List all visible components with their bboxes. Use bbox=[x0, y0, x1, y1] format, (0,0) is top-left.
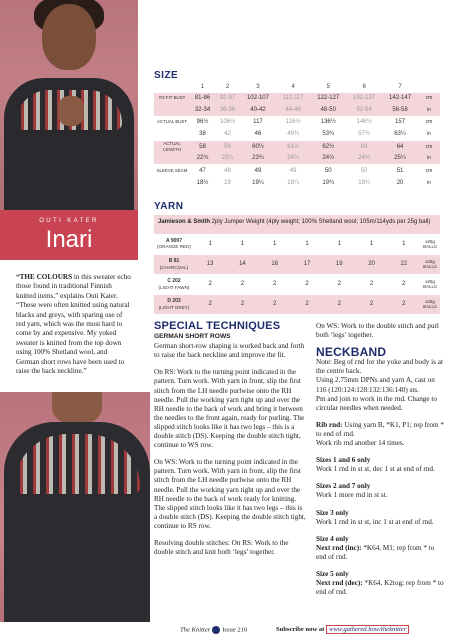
size-cell: 42 bbox=[224, 130, 231, 137]
rib-text: Using yarn B, *K1, P1; rep from * to end of rnd. bbox=[316, 420, 444, 438]
size-cell: 44-46 bbox=[276, 104, 310, 116]
size-cell: 22¾ bbox=[190, 153, 215, 165]
size-col: 1 bbox=[200, 83, 205, 90]
yarn-cell: 2 bbox=[323, 294, 355, 314]
yarn-unit: x25g BALLS bbox=[420, 294, 440, 314]
size-cell: 23¾ bbox=[240, 153, 276, 165]
size-cell: 40-42 bbox=[240, 104, 276, 116]
size-instruction-title: Sizes 1 and 6 only bbox=[316, 456, 371, 465]
size-cell: 19 bbox=[224, 179, 231, 186]
size-unit: in bbox=[418, 153, 440, 165]
techniques-heading: SPECIAL TECHNIQUES bbox=[154, 320, 281, 332]
subscribe-text: Subscribe now at bbox=[276, 626, 327, 633]
yarn-cell: 1 bbox=[388, 234, 420, 254]
neckband-heading: NECKBAND bbox=[316, 345, 387, 360]
size-heading: SIZE bbox=[154, 70, 179, 81]
size-cell: 23¼ bbox=[215, 153, 240, 165]
size-row-label bbox=[154, 104, 190, 116]
yarn-cell: 2 bbox=[259, 274, 291, 294]
size-cell: 122-127 bbox=[310, 92, 346, 104]
size-cell: 47 bbox=[190, 165, 215, 177]
size-instruction: Work 1 more rnd in st st. bbox=[316, 491, 388, 500]
yarn-cell: 2 bbox=[291, 274, 323, 294]
rib-label: Rib rnd: bbox=[316, 420, 343, 429]
size-instruction-title: Size 5 only bbox=[316, 569, 349, 578]
size-unit: cm bbox=[418, 116, 440, 128]
yarn-unit: x25g BALLS bbox=[420, 274, 440, 294]
size-unit: cm bbox=[418, 165, 440, 177]
yarn-table bbox=[154, 234, 440, 315]
size-cell: 46 bbox=[254, 130, 262, 137]
size-row bbox=[154, 140, 440, 153]
yarn-cell: 2 bbox=[194, 274, 226, 294]
techniques-paragraph: German short-row shaping is worked back and forth to raise the back neckline and improve the fit. bbox=[154, 342, 305, 360]
size-cell: 53¾ bbox=[322, 130, 335, 137]
yarn-cell: 2 bbox=[355, 274, 387, 294]
pattern-title: Inari bbox=[45, 226, 93, 253]
yarn-heading: YARN bbox=[154, 201, 184, 212]
yarn-cell: 1 bbox=[259, 234, 291, 254]
yarn-row bbox=[154, 254, 440, 274]
rib-more: Work rib rnd another 14 times. bbox=[316, 439, 405, 448]
size-row-label: ACTUAL LENGTH bbox=[154, 140, 190, 153]
yarn-cell: 1 bbox=[355, 234, 387, 254]
size-instruction: Work 1 rnd in st st, dec 1 st at end of rnd. bbox=[316, 465, 435, 474]
neckband-join: Pm and join to work in the rnd. Change to circular needles when needed. bbox=[316, 394, 437, 412]
size-cell: 36-38 bbox=[215, 104, 240, 116]
size-cell: 24½ bbox=[310, 153, 346, 165]
size-cell: 117 bbox=[240, 116, 276, 128]
size-cell: 60½ bbox=[240, 140, 276, 153]
magazine-name: The Knitter bbox=[180, 626, 211, 634]
designer-name: OUTI KATER bbox=[39, 218, 99, 224]
size-instruction: *K64, K2tog; rep from * to end of rnd. bbox=[316, 579, 444, 597]
title-block bbox=[0, 210, 138, 260]
size-table bbox=[154, 82, 440, 189]
intro-body: in this sweater echo those found in traditional Finnish knitted items,” explains Outi Kater. “These were often knitted using natural blacks and greys, with sparing use of red yarn, which was the most hard to come by and expensive. My yoked sweater is knitted from the top down using 100% Shetland wool, and German short rows have been used to raise the back neckline.” bbox=[16, 273, 131, 376]
yarn-colour: (ORANGE RED) bbox=[157, 244, 191, 250]
size-unit: in bbox=[427, 179, 431, 186]
size-unit: cm bbox=[418, 92, 440, 104]
intro-lead: “THE COLOURS bbox=[16, 273, 73, 281]
size-instruction-title: Size 4 only bbox=[316, 534, 349, 543]
size-cell: 19¾ bbox=[358, 179, 370, 186]
footer-issue bbox=[180, 626, 247, 634]
size-cell: 24¼ bbox=[276, 153, 310, 165]
yarn-cell: 1 bbox=[291, 234, 323, 254]
size-cell: 81-86 bbox=[190, 92, 215, 104]
size-row-label: SLEEVE SEAM bbox=[154, 165, 190, 177]
size-instruction: *K64, M1; rep from * to end of rnd. bbox=[316, 543, 435, 561]
size-cell: 92-97 bbox=[215, 92, 240, 104]
yarn-cell: 19 bbox=[323, 254, 355, 274]
size-instruction-label: Next rnd (dec): bbox=[316, 579, 363, 588]
yarn-cell: 20 bbox=[355, 254, 387, 274]
size-cell: 32-34 bbox=[190, 104, 215, 116]
size-row-label: TO FIT BUST bbox=[154, 92, 190, 104]
yarn-details: 2ply Jumper Weight (4ply weight; 100% Shetland wool; 105m/114yds per 25g ball) bbox=[210, 219, 431, 225]
yarn-cell: 17 bbox=[291, 254, 323, 274]
size-row-label bbox=[154, 177, 190, 189]
yarn-cell: 2 bbox=[388, 294, 420, 314]
yarn-cell: 2 bbox=[291, 294, 323, 314]
size-cell: 106½ bbox=[215, 116, 240, 128]
size-cell: 157 bbox=[382, 116, 418, 128]
size-instruction-title: Size 3 only bbox=[316, 508, 349, 517]
techniques-subheading: GERMAN SHORT ROWS bbox=[154, 333, 231, 341]
yarn-cell: 2 bbox=[355, 294, 387, 314]
yarn-brand: Jamieson & Smith bbox=[158, 219, 211, 225]
model-photo-bottom bbox=[0, 392, 150, 622]
yarn-code: A 9097 bbox=[166, 237, 182, 244]
size-col: 3 bbox=[256, 83, 260, 90]
footer-subscribe bbox=[276, 626, 409, 633]
size-cell: 59 bbox=[215, 140, 240, 153]
size-cell: 19¼ bbox=[287, 179, 299, 186]
yarn-colour-label bbox=[154, 234, 194, 254]
yarn-unit: x25g BALLS bbox=[420, 254, 440, 274]
size-cell: 61½ bbox=[276, 140, 310, 153]
neckband-note: Note: Beg of rnd for the yoke and body is at the centre back. bbox=[316, 358, 443, 376]
size-row-label bbox=[154, 153, 190, 165]
size-unit: in bbox=[418, 104, 440, 116]
size-cell: 126½ bbox=[276, 116, 310, 128]
size-row bbox=[154, 165, 440, 177]
size-cell: 63 bbox=[346, 140, 382, 153]
size-cell: 57¾ bbox=[358, 130, 370, 137]
size-row bbox=[154, 92, 440, 104]
size-cell: 49¾ bbox=[287, 130, 299, 137]
yarn-cell: 16 bbox=[259, 254, 291, 274]
yarn-cell: 2 bbox=[194, 294, 226, 314]
yarn-cell: 2 bbox=[259, 294, 291, 314]
size-cell: 19¾ bbox=[322, 179, 335, 186]
yarn-colour: (CHARCOAL) bbox=[159, 264, 189, 270]
yarn-cell: 13 bbox=[194, 254, 226, 274]
size-instruction: Work 1 rnd in st st, inc 1 st at end of rnd. bbox=[316, 517, 434, 526]
size-cell: 48 bbox=[215, 165, 240, 177]
issue-number: Issue 210 bbox=[222, 626, 248, 634]
yarn-colour-label bbox=[154, 274, 194, 294]
yarn-colour: (LIGHT GREY) bbox=[158, 304, 190, 310]
size-cell: 63¼ bbox=[394, 130, 406, 137]
techniques-paragraph: On RS: Work to the turning point indicated in the pattern. Turn work. With yarn in front, slip the first stitch from the LH needle purlwise onto the RH needle. Pull the working yarn tight up and over the RH needle to the back of work and bring it between the needles to the front again, ready for purling. The slipped stitch looks like it has two legs – this is a double stitch (DS). Keeping the double stitch tight, continue to WS row. bbox=[154, 368, 305, 450]
issue-dot-icon bbox=[212, 626, 220, 634]
ws-note: On WS: Work to the double stitch and purl both ‘legs’ together. bbox=[316, 322, 439, 340]
size-cell: 52-54 bbox=[346, 104, 382, 116]
size-cell: 49 bbox=[240, 165, 276, 177]
yarn-cell: 1 bbox=[226, 234, 258, 254]
size-cell: 146½ bbox=[346, 116, 382, 128]
yarn-row bbox=[154, 274, 440, 294]
size-cell: 38 bbox=[199, 130, 206, 137]
size-col: 2 bbox=[225, 83, 230, 90]
size-cell: 18½ bbox=[196, 179, 209, 186]
size-cell: 96½ bbox=[190, 116, 215, 128]
yarn-colour: (LIGHT FAWN) bbox=[158, 284, 190, 290]
size-header-row bbox=[154, 82, 440, 92]
yarn-code: B 81 bbox=[168, 258, 180, 264]
techniques-column bbox=[154, 322, 306, 565]
size-row bbox=[154, 104, 440, 116]
yarn-cell: 2 bbox=[323, 274, 355, 294]
size-cell: 20 bbox=[396, 179, 404, 186]
yarn-code: D 203 bbox=[167, 298, 181, 304]
size-cell: 62½ bbox=[310, 140, 346, 153]
yarn-colour-label bbox=[154, 254, 194, 274]
size-col: 6 bbox=[362, 83, 366, 90]
model-photo-top bbox=[0, 0, 138, 210]
yarn-code: C 202 bbox=[167, 278, 181, 284]
size-col: 4 bbox=[291, 83, 295, 90]
size-cell: 50 bbox=[346, 165, 382, 177]
size-row bbox=[154, 177, 440, 189]
size-unit: in bbox=[427, 130, 431, 137]
intro-text bbox=[16, 273, 132, 376]
neckband-column bbox=[316, 322, 444, 597]
size-cell: 136½ bbox=[310, 116, 346, 128]
yarn-cell: 14 bbox=[226, 254, 258, 274]
size-cell: 112-117 bbox=[276, 92, 310, 104]
size-cell: 56-58 bbox=[382, 104, 418, 116]
neckband-cast-on: Using 2.75mm DPNs and yarn A, cast on 116 (120:124:128:132:136:140) sts. bbox=[316, 376, 435, 394]
yarn-row bbox=[154, 234, 440, 254]
yarn-cell: 1 bbox=[323, 234, 355, 254]
size-cell: 51 bbox=[382, 165, 418, 177]
size-instruction-title: Sizes 2 and 7 only bbox=[316, 482, 371, 491]
size-cell: 64 bbox=[382, 140, 418, 153]
yarn-unit: x25g BALLS bbox=[420, 234, 440, 254]
techniques-paragraph: On WS: Work to the turning point indicated in the pattern. Turn work. With yarn in front, slip the first stitch from the LH needle purlwise onto the RH needle. Pull the working yarn tight up and over the RH needle to the back of work ready for knitting. The slipped stitch looks like it has two legs – this is a double stitch (DS). Keeping the double stitch tight, continue to RS row. bbox=[154, 458, 306, 530]
size-cell: 25¼ bbox=[382, 153, 418, 165]
techniques-paragraph: Resolving double stitches: On RS: Work to the double stitch and knit both ‘legs’ together. bbox=[154, 538, 289, 557]
size-cell: 132-137 bbox=[346, 92, 382, 104]
yarn-cell: 22 bbox=[388, 254, 420, 274]
size-col: 5 bbox=[326, 83, 330, 90]
size-row-label: ACTUAL BUST bbox=[154, 116, 190, 128]
size-unit: cm bbox=[418, 140, 440, 153]
size-row bbox=[154, 153, 440, 165]
size-col: 7 bbox=[398, 83, 402, 90]
size-row bbox=[154, 128, 440, 140]
size-cell: 58 bbox=[190, 140, 215, 153]
yarn-cell: 2 bbox=[388, 274, 420, 294]
size-cell: 24¾ bbox=[346, 153, 382, 165]
size-row bbox=[154, 116, 440, 128]
size-cell: 142-147 bbox=[382, 92, 418, 104]
size-row-label bbox=[154, 128, 190, 140]
size-cell: 19¼ bbox=[252, 179, 264, 186]
size-instruction-label: Next rnd (inc): bbox=[316, 543, 362, 552]
size-cell: 49 bbox=[276, 165, 310, 177]
yarn-cell: 2 bbox=[226, 294, 258, 314]
yarn-cell: 1 bbox=[194, 234, 226, 254]
yarn-colour-label bbox=[154, 294, 194, 314]
size-cell: 102-107 bbox=[240, 92, 276, 104]
yarn-row bbox=[154, 294, 440, 314]
yarn-cell: 2 bbox=[226, 274, 258, 294]
size-cell: 48-50 bbox=[310, 104, 346, 116]
size-cell: 50 bbox=[310, 165, 346, 177]
subscribe-link[interactable]: www.gathered.how/theknitter bbox=[326, 625, 409, 634]
